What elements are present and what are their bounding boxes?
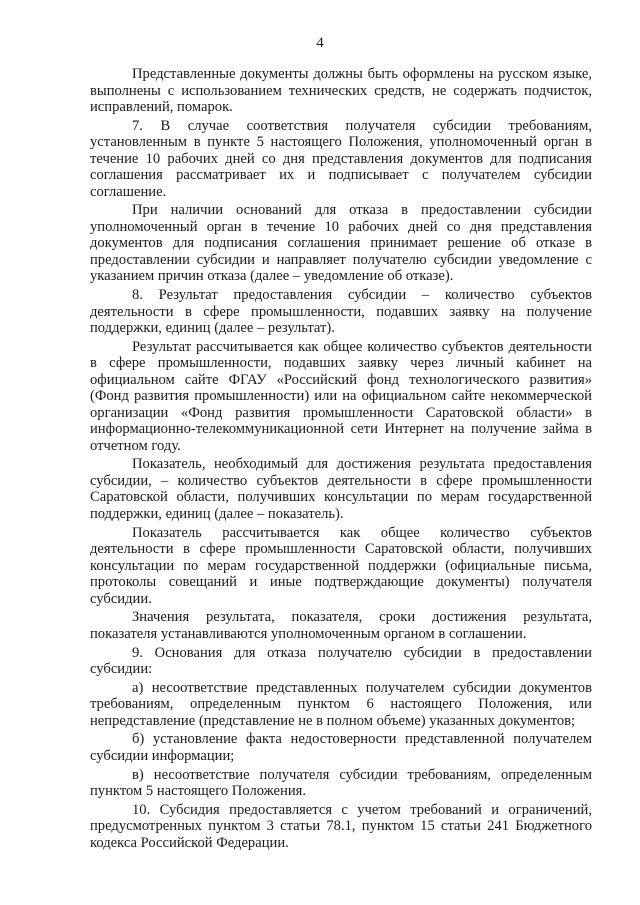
page-number: 4 xyxy=(316,35,324,51)
paragraph-clause-9: 9. Основания для отказа получателю субсидии в предоставлении субсидии: xyxy=(90,644,592,677)
paragraph-documents-requirements: Представленные документы должны быть оформлены на русском языке, выполнены с использованием технических средств, не содержать подчисток, исправлений, помарок. xyxy=(90,66,592,115)
paragraph-indicator: Показатель, необходимый для достижения результата предоставления субсидии, – количество субъектов деятельности в сфере промышленности Саратовской области, получивших консультации по мерам государственной поддержки, единиц (далее – показатель). xyxy=(90,456,592,522)
paragraph-clause-9-c: в) несоответствие получателя субсидии требованиям, определенным пунктом 5 настоящего Положения. xyxy=(90,766,592,800)
paragraph-clause-8: 8. Результат предоставления субсидии – количество субъектов деятельности в сфере промышленности, подавших заявку на получение поддержки, единиц (далее – результат). xyxy=(90,287,592,337)
paragraph-result-calculation: Результат рассчитывается как общее количество субъектов деятельности в сфере промышленности, подавших заявку через личный кабинет на официальном сайте ФГАУ «Российский фонд технологического развития» (Фонд развития промышленности) или на официальном сайте некоммерческой организации «Фонд развития промышленности Саратовской области» в информационно-телекоммуникационной сети Интернет на получение займа в отчетном году. xyxy=(90,338,592,454)
paragraph-clause-7: 7. В случае соответствия получателя субсидии требованиям, установленным в пункте 5 настоящего Положения, уполномоченный орган в течение 10 рабочих дней со дня представления документов для подписания соглашения рассматривает их и подписывает с получателем субсидии соглашение. xyxy=(90,117,592,200)
document-body xyxy=(90,66,592,853)
paragraph-clause-9-a: а) несоответствие представленных получателем субсидии документов требованиям, определенным пунктом 6 настоящего Положения, или непредставление (представление не в полном объеме) указанных документов; xyxy=(90,679,592,729)
paragraph-refusal-grounds-decision: При наличии оснований для отказа в предоставлении субсидии уполномоченный орган в течение 10 рабочих дней со дня представления документов для подписания соглашения принимает решение об отказе в предоставлении субсидии и направляет получателю субсидии уведомление с указанием причин отказа (далее – уведомление об отказе). xyxy=(90,202,592,285)
paragraph-indicator-calculation: Показатель рассчитывается как общее количество субъектов деятельности в сфере промышленности Саратовской области, получивших консультации по мерам государственной поддержки (официальные письма, протоколы совещаний и иные подтверждающие документы) получателя субсидии. xyxy=(90,524,592,607)
paragraph-clause-10: 10. Субсидия предоставляется с учетом требований и ограничений, предусмотренных пунктом 3 статьи 78.1, пунктом 15 статьи 241 Бюджетного кодекса Российской Федерации. xyxy=(90,801,592,851)
paragraph-clause-9-b: б) установление факта недостоверности представленной получателем субсидии информации; xyxy=(90,731,592,764)
paragraph-values-in-agreement: Значения результата, показателя, сроки достижения результата, показателя устанавливаются уполномоченным органом в соглашении. xyxy=(90,609,592,642)
